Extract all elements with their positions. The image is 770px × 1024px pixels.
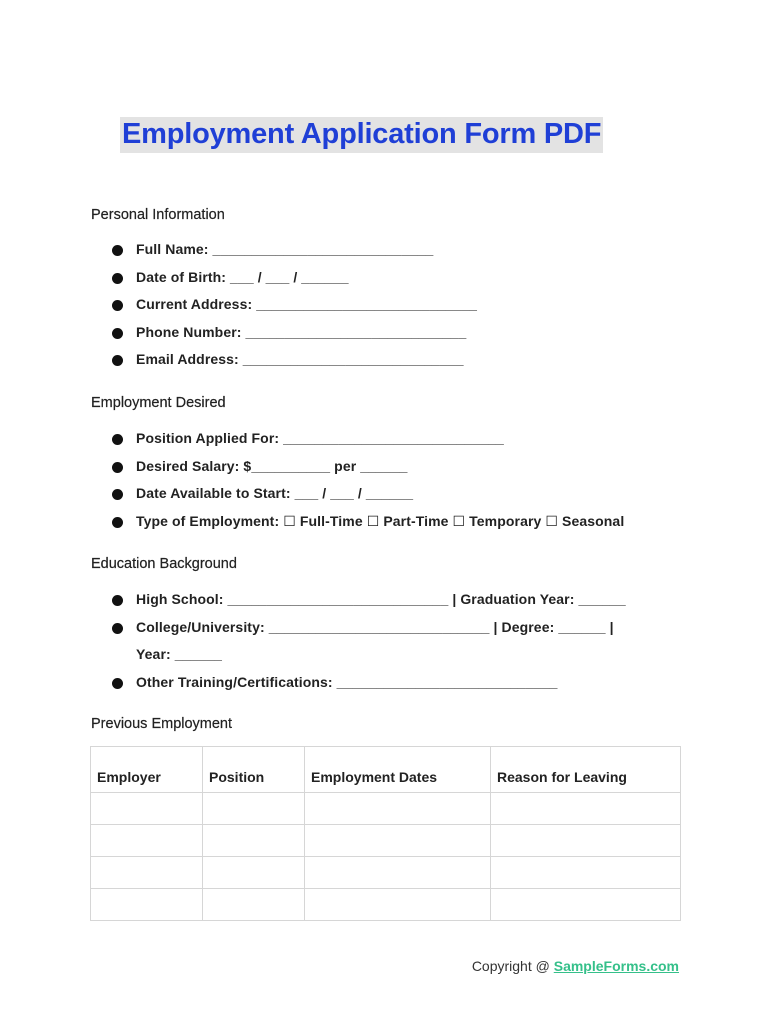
section-heading-employment-desired: Employment Desired [91,395,226,411]
field-type-of-employment: Type of Employment: ☐ Full-Time ☐ Part-Time ☐ Temporary ☐ Seasonal [136,512,625,529]
table-cell[interactable] [491,889,681,921]
list-item [111,346,711,374]
table-cell[interactable] [305,889,491,921]
section-education-background [91,555,691,696]
bullet-icon [112,517,123,528]
field-phone-number: Phone Number: ____________________________ [136,323,467,340]
field-desired-salary: Desired Salary: $__________ per ______ [136,457,408,474]
bullet-icon [112,434,123,445]
title-wrap [120,117,603,153]
table-cell[interactable] [491,825,681,857]
section-heading-education: Education Background [91,556,237,572]
list-item [111,508,711,536]
field-email-address: Email Address: ____________________________ [136,351,464,367]
bullet-icon [112,328,123,339]
table-header-row [91,747,681,793]
bullet-icon [112,273,123,284]
education-list [111,586,711,696]
field-college-university: College/University: ____________________________ | Degree: ______ | [136,618,614,635]
field-other-training: Other Training/Certifications: ____________________________ [136,673,558,690]
bullet-icon [112,300,123,311]
list-item [111,264,711,292]
section-heading-personal: Personal Information [91,207,225,223]
bullet-icon [112,623,123,634]
field-position-applied: Position Applied For: ____________________________ [136,430,504,446]
table-cell[interactable] [203,889,305,921]
field-current-address: Current Address: ____________________________ [136,296,478,312]
bullet-icon [112,489,123,500]
section-previous-employment [91,715,691,733]
section-personal-information [91,206,691,374]
field-full-name: Full Name: ____________________________ [136,241,434,257]
section-heading-previous-employment: Previous Employment [91,716,233,732]
list-item [111,236,711,264]
field-date-of-birth: Date of Birth: ___ / ___ / ______ [136,268,349,285]
table-cell[interactable] [91,825,203,857]
list-item [111,291,711,319]
table-cell[interactable] [491,793,681,825]
list-item [111,453,711,481]
list-item [111,480,711,508]
field-date-available: Date Available to Start: ___ / ___ / ______ [136,485,414,501]
list-item [111,319,711,347]
page-title: Employment Application Form PDF [120,117,603,153]
table-row [91,825,681,857]
list-item [111,614,711,642]
table-cell[interactable] [305,825,491,857]
column-header-reason-for-leaving: Reason for Leaving [491,747,681,793]
previous-employment-table [90,746,681,921]
column-header-employer: Employer [91,747,203,793]
list-item [111,669,711,697]
table-cell[interactable] [91,889,203,921]
list-item [111,425,711,453]
column-header-position: Position [203,747,305,793]
table-row [91,793,681,825]
column-header-employment-dates: Employment Dates [305,747,491,793]
bullet-icon [112,355,123,366]
table-cell[interactable] [305,793,491,825]
table-row [91,857,681,889]
copyright-text: Copyright @ [471,958,554,974]
sampleforms-link[interactable]: SampleForms.com [553,958,679,974]
bullet-icon [112,245,123,256]
list-item-continuation [111,641,711,669]
bullet-icon [112,462,123,473]
copyright-footer [472,958,679,974]
table-cell[interactable] [91,857,203,889]
table-cell[interactable] [203,793,305,825]
table-cell[interactable] [91,793,203,825]
table-cell[interactable] [305,857,491,889]
list-item [111,586,711,614]
field-college-year: Year: ______ [136,646,223,662]
table-cell[interactable] [203,825,305,857]
personal-list [111,236,711,374]
table-cell[interactable] [491,857,681,889]
bullet-icon [112,678,123,689]
table-cell[interactable] [203,857,305,889]
bullet-icon [112,595,123,606]
previous-employment-table-wrap [90,746,680,921]
employment-desired-list [111,425,711,535]
section-employment-desired [91,394,691,535]
field-high-school: High School: ____________________________ | Graduation Year: ______ [136,591,626,607]
table-row [91,889,681,921]
